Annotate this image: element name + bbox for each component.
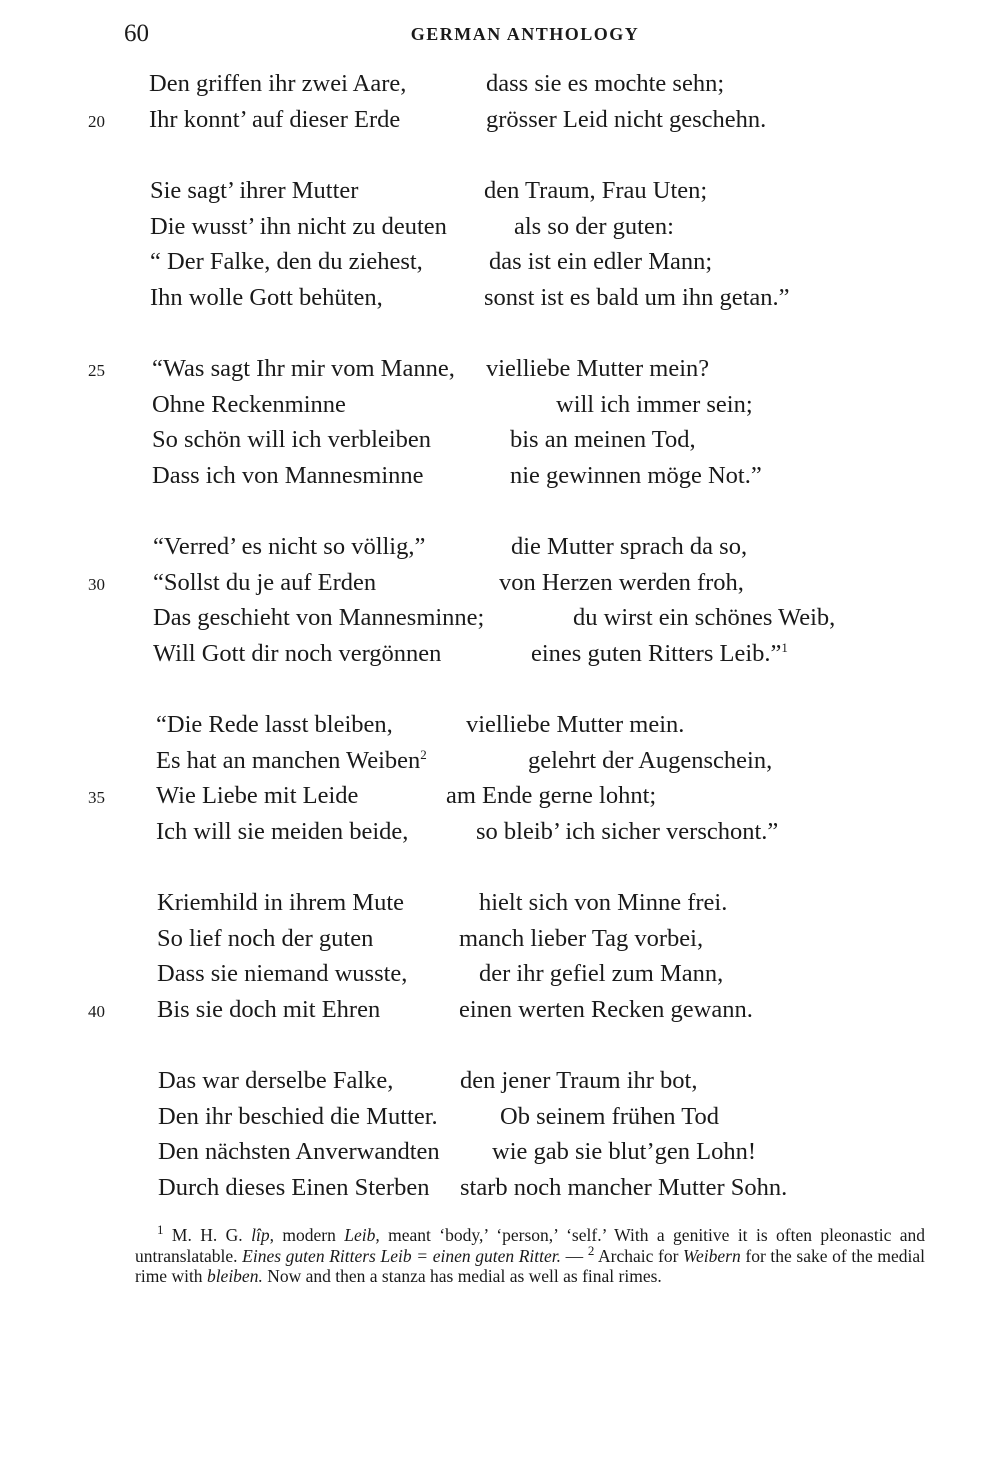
footnote-italic: Eines guten Ritters Leib = einen guten Ritter. — [242, 1245, 562, 1266]
half-line-a-text: Will Gott dir noch vergönnen — [153, 639, 442, 667]
half-line-a-text: “Sollst du je auf Erden — [153, 568, 377, 596]
verse-line — [0, 992, 1000, 1028]
half-line-a — [150, 173, 358, 209]
verse-line — [0, 102, 1000, 138]
half-line-b — [476, 814, 778, 850]
line-number: 30 — [88, 574, 105, 594]
half-line-a-text: So schön will ich verbleiben — [152, 426, 431, 453]
half-line-a-text: Es hat an manchen Weiben — [156, 746, 421, 774]
half-line-a-text: Das geschieht von Mannesminne; — [153, 604, 485, 631]
verse-line — [0, 280, 1000, 316]
half-line-b-text: will ich immer sein; — [556, 390, 753, 418]
footnote-mark: 2 — [587, 1242, 595, 1258]
half-line-b-text: wie gab sie blut’gen Lohn! — [492, 1138, 756, 1165]
half-line-a — [158, 1134, 440, 1170]
line-number: 25 — [88, 361, 105, 380]
half-line-b-text: eines guten Ritters Leib.” — [531, 639, 782, 667]
half-line-b — [486, 66, 724, 102]
footnote-text: for the sake of the medial rime with — [135, 1245, 926, 1286]
half-line-b — [486, 351, 709, 387]
half-line-b — [466, 707, 684, 743]
footnote-text: , modern — [269, 1225, 345, 1245]
half-line-a — [152, 422, 431, 458]
half-line-b-text: hielt sich von Minne frei. — [479, 889, 728, 916]
stanza — [0, 885, 1000, 1027]
footnote-text: meant ‘body,’ ‘person,’ ‘self.’ With a genitive it is often pleonastic and untranslatable. — [135, 1225, 926, 1266]
stanza — [0, 173, 1000, 315]
half-line-b-text: du wirst ein schönes Weib, — [573, 604, 836, 631]
stanza — [0, 529, 1000, 671]
half-line-a — [156, 707, 393, 743]
half-line-a — [152, 458, 424, 494]
half-line-b — [500, 1099, 719, 1135]
half-line-b — [479, 956, 723, 992]
page-header — [0, 20, 1000, 50]
half-line-b-text: gelehrt der Augenschein, — [528, 746, 773, 774]
half-line-a-text: “ Der Falke, den du ziehest, — [150, 248, 423, 275]
half-line-a-text: Kriemhild in ihrem Mute — [157, 889, 404, 916]
half-line-a — [153, 600, 484, 636]
half-line-a-text: Durch dieses Einen Sterben — [158, 1173, 430, 1201]
half-line-a — [158, 1063, 393, 1099]
half-line-a-text: Den ihr beschied die Mutter. — [158, 1102, 438, 1130]
verse-line — [0, 1134, 1000, 1170]
half-line-a — [157, 992, 380, 1028]
half-line-b-text: starb noch mancher Mutter Sohn. — [460, 1173, 788, 1201]
half-line-b-text: so bleib’ ich sicher verschont.” — [476, 817, 779, 845]
footnote-italic: bleiben. — [206, 1266, 263, 1286]
half-line-b — [528, 743, 772, 779]
footnote-text: Archaic for — [594, 1245, 684, 1266]
half-line-b — [446, 778, 656, 814]
verse-line — [0, 600, 1000, 636]
half-line-a-text: Bis sie doch mit Ehren — [157, 995, 381, 1023]
half-line-b — [484, 280, 790, 316]
half-line-a-text: Sie sagt’ ihrer Mutter — [150, 177, 359, 204]
half-line-a — [152, 387, 346, 423]
half-line-a — [157, 885, 404, 921]
verse-line — [0, 636, 1000, 672]
half-line-b-text: manch lieber Tag vorbei, — [459, 924, 704, 952]
half-line-b-text: den Traum, Frau Uten; — [484, 177, 708, 204]
page-number: 60 — [124, 20, 149, 47]
half-line-b — [486, 102, 766, 138]
verse-line — [0, 743, 1000, 779]
half-line-b-text: dass sie es mochte sehn; — [486, 70, 725, 97]
verse-line — [0, 1170, 1000, 1206]
footnote-italic: Leib, — [344, 1225, 380, 1245]
footnote-ref: 2 — [420, 746, 427, 762]
half-line-a — [156, 814, 408, 850]
half-line-a — [153, 529, 425, 565]
half-line-a — [150, 244, 423, 280]
verse-line — [0, 387, 1000, 423]
half-line-b-text: Ob seinem frühen Tod — [500, 1102, 719, 1130]
half-line-a — [153, 565, 376, 601]
footnote-text: M. H. G. — [163, 1225, 252, 1245]
half-line-b — [460, 1170, 787, 1206]
half-line-b — [459, 921, 703, 957]
running-title: GERMAN ANTHOLOGY — [410, 24, 640, 44]
verse-line — [0, 1099, 1000, 1135]
half-line-a-text: Dass sie niemand wusste, — [157, 960, 408, 987]
half-line-a-text: Den griffen ihr zwei Aare, — [149, 70, 407, 97]
verse-line — [0, 66, 1000, 102]
half-line-a — [156, 743, 427, 779]
half-line-b — [459, 992, 753, 1028]
half-line-b-text: vielliebe Mutter mein? — [486, 355, 710, 382]
footnote-italic: Weibern — [683, 1245, 741, 1266]
poem — [0, 66, 1000, 1241]
half-line-a-text: “Die Rede lasst bleiben, — [156, 711, 393, 738]
verse-line — [0, 956, 1000, 992]
half-line-b — [573, 600, 835, 636]
half-line-a-text: Den nächsten Anverwandten — [158, 1138, 440, 1165]
half-line-b-text: bis an meinen Tod, — [510, 426, 696, 453]
half-line-b-text: von Herzen werden froh, — [499, 568, 744, 596]
half-line-b-text: nie gewinnen möge Not.” — [510, 461, 762, 489]
stanza — [0, 707, 1000, 849]
line-number: 35 — [88, 788, 105, 807]
half-line-a — [153, 636, 441, 672]
half-line-b — [531, 636, 788, 672]
half-line-a — [156, 778, 358, 814]
half-line-a — [157, 956, 407, 992]
half-line-a — [157, 921, 373, 957]
footnote-text: Now and then a stanza has medial as well as final rimes. — [262, 1266, 662, 1286]
half-line-a-text: So lief noch der guten — [157, 924, 374, 952]
half-line-a-text: Ihn wolle Gott behüten, — [150, 283, 383, 311]
half-line-b-text: das ist ein edler Mann; — [489, 248, 713, 275]
half-line-a-text: Ohne Reckenminne — [152, 390, 346, 418]
verse-line — [0, 565, 1000, 601]
verse-line — [0, 885, 1000, 921]
half-line-a-text: Wie Liebe mit Leide — [156, 782, 359, 809]
verse-line — [0, 173, 1000, 209]
stanza — [0, 66, 1000, 137]
half-line-a-text: Das war derselbe Falke, — [158, 1067, 394, 1094]
verse-line — [0, 778, 1000, 814]
half-line-b-text: den jener Traum ihr bot, — [460, 1067, 698, 1094]
half-line-b-text: sonst ist es bald um ihn getan.” — [484, 283, 790, 311]
half-line-a-text: Ihr konnt’ auf dieser Erde — [149, 105, 401, 133]
half-line-a — [158, 1170, 429, 1206]
half-line-a — [149, 102, 400, 138]
verse-line — [0, 244, 1000, 280]
half-line-a-text: Dass ich von Mannesminne — [152, 461, 424, 489]
half-line-b — [510, 458, 762, 494]
footnote-italic: lîp — [251, 1225, 270, 1245]
verse-line — [0, 1063, 1000, 1099]
verse-line — [0, 529, 1000, 565]
half-line-a-text: Die wusst’ ihn nicht zu deuten — [150, 212, 447, 240]
footnote — [135, 1222, 926, 1287]
line-number: 20 — [88, 111, 105, 131]
half-line-b-text: als so der guten: — [514, 212, 674, 240]
half-line-b — [479, 885, 727, 921]
verse-line — [0, 814, 1000, 850]
half-line-a-text: “Verred’ es nicht so völlig,” — [153, 533, 426, 560]
half-line-b — [499, 565, 744, 601]
verse-line — [0, 351, 1000, 387]
half-line-b — [556, 387, 753, 423]
half-line-b — [514, 209, 674, 245]
line-number: 40 — [88, 1001, 105, 1021]
half-line-b-text: grösser Leid nicht geschehn. — [486, 105, 767, 133]
footnote-ref: 1 — [781, 639, 788, 655]
half-line-b-text: die Mutter sprach da so, — [511, 533, 748, 560]
footnote-text: — — [561, 1245, 588, 1266]
half-line-b-text: einen werten Recken gewann. — [459, 995, 753, 1023]
stanza — [0, 351, 1000, 493]
half-line-a-text: “Was sagt Ihr mir vom Manne, — [152, 355, 455, 382]
verse-line — [0, 921, 1000, 957]
half-line-b — [510, 422, 696, 458]
stanza — [0, 1063, 1000, 1205]
half-line-b-text: am Ende gerne lohnt; — [446, 782, 657, 809]
half-line-a — [150, 209, 447, 245]
half-line-b — [460, 1063, 698, 1099]
half-line-b-text: vielliebe Mutter mein. — [466, 711, 685, 738]
half-line-a — [150, 280, 383, 316]
verse-line — [0, 707, 1000, 743]
half-line-b — [484, 173, 707, 209]
verse-line — [0, 209, 1000, 245]
verse-line — [0, 422, 1000, 458]
half-line-a — [152, 351, 455, 387]
half-line-a-text: Ich will sie meiden beide, — [156, 817, 409, 845]
half-line-b — [489, 244, 712, 280]
half-line-a — [149, 66, 406, 102]
half-line-b — [511, 529, 747, 565]
footnote-mark: 1 — [157, 1222, 164, 1238]
half-line-b-text: der ihr gefiel zum Mann, — [479, 960, 724, 987]
half-line-a — [158, 1099, 438, 1135]
verse-line — [0, 458, 1000, 494]
half-line-b — [492, 1134, 756, 1170]
